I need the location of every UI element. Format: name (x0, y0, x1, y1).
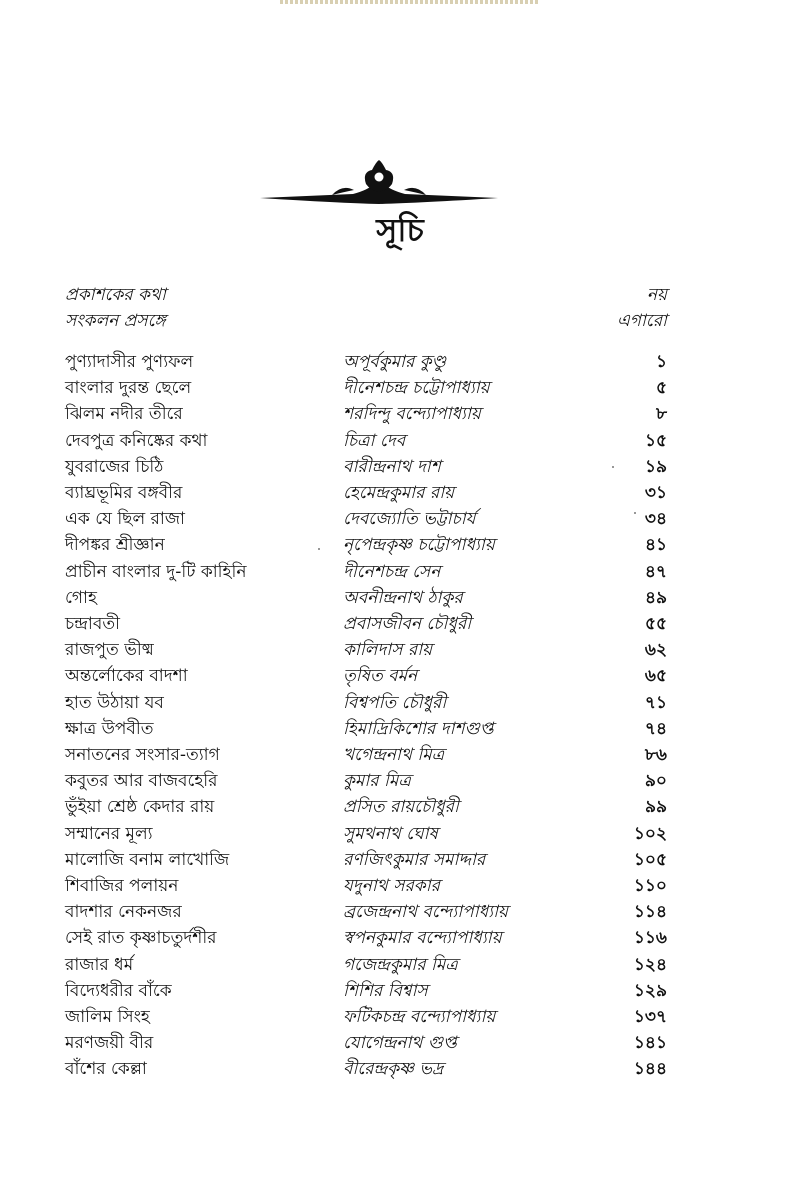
page-title: সূচি (376, 211, 424, 249)
toc-entry (0, 506, 800, 532)
page-number: ৮ (655, 404, 667, 425)
entry-title: চন্দ্রাবতী (65, 614, 120, 634)
page-number: ১২৯ (633, 980, 667, 1001)
entry-author: প্রসিত রায়চৌধুরী (343, 797, 459, 818)
page-number: ৪৯ (644, 587, 667, 608)
entry-author: নৃপেন্দ্রকৃষ্ণ চট্টোপাধ্যায় (343, 535, 495, 556)
front-matter-row (0, 308, 800, 334)
page-number: ১৩৭ (633, 1007, 667, 1027)
page-number: ৩৪ (644, 509, 667, 530)
entry-title: বাদশার নেকনজর (65, 902, 182, 923)
entry-author: অপূর্বকুমার কুণ্ডু (343, 352, 447, 372)
entry-author: তৃষিত বর্মন (343, 666, 418, 687)
toc-entry (0, 794, 800, 820)
toc-entry (0, 978, 800, 1004)
page-number: ১৪১ (633, 1033, 667, 1054)
page-number: ১১৬ (633, 928, 667, 949)
entry-title: শিবাজির পলায়ন (65, 876, 179, 896)
entry-title: মরণজয়ী বীর (65, 1033, 154, 1054)
page-number: ১০৫ (633, 849, 667, 870)
entry-title: প্রকাশকের কথা (65, 285, 166, 305)
entry-author: গজেন্দ্রকুমার মিত্র (343, 954, 458, 975)
toc-entry (0, 952, 800, 978)
page-number: নয় (646, 285, 667, 305)
entry-author: ব্রজেন্দ্রনাথ বন্দ্যোপাধ্যায় (343, 902, 509, 923)
toc-entry (0, 585, 800, 611)
entry-author: ফটিকচন্দ্র বন্দ্যোপাধ্যায় (343, 1007, 496, 1027)
entry-title: দীপঙ্কর শ্রীজ্ঞান (65, 535, 165, 556)
entry-author: স্বপনকুমার বন্দ্যোপাধ্যায় (343, 928, 502, 949)
toc-entry (0, 401, 800, 427)
toc-entry (0, 847, 800, 873)
toc-entry (0, 1004, 800, 1030)
entry-author: হেমেন্দ্রকুমার রায় (343, 483, 455, 503)
toc-entry (0, 663, 800, 689)
toc-entry (0, 716, 800, 742)
page-number: ১৪৪ (633, 1059, 667, 1080)
toc-entry (0, 349, 800, 375)
entry-title: কবুতর আর বাজবহেরি (65, 771, 218, 792)
entry-title: ভুঁইয়া শ্রেষ্ঠ কেদার রায় (65, 797, 215, 818)
page-number: ৭৪ (644, 718, 667, 739)
page-number: ৯৯ (644, 797, 667, 818)
entry-title: রাজপুত ভীষ্ম (65, 640, 154, 661)
entry-title: অন্তর্লোকের বাদশা (65, 666, 188, 687)
page-number: ১০২ (633, 823, 667, 844)
page-number: ১৯ (644, 456, 667, 477)
entry-title: ঝিলম নদীর তীরে (65, 404, 183, 425)
page-number: ৪৭ (644, 561, 667, 582)
toc-entry (0, 899, 800, 925)
entry-title: গোহ (65, 587, 97, 608)
entry-author: বীরেন্দ্রকৃষ্ণ ভদ্র (343, 1059, 444, 1080)
toc-entry (0, 611, 800, 637)
entry-title: যুবরাজের চিঠি (65, 456, 164, 477)
page-number: ১১০ (633, 876, 667, 896)
page-number: ৬৫ (644, 666, 667, 687)
entry-author: বিশ্বপতি চৌধুরী (343, 692, 447, 713)
entry-author: যোগেন্দ্রনাথ গুপ্ত (343, 1033, 457, 1054)
toc-entry (0, 768, 800, 794)
entry-title: সংকলন প্রসঙ্গে (65, 311, 166, 331)
entry-title: সেই রাত কৃষ্ণাচতুর্দশীর (65, 928, 217, 949)
entry-title: এক যে ছিল রাজা (65, 509, 185, 530)
speck (318, 548, 320, 550)
entry-title: ক্ষাত্র উপবীত (65, 718, 154, 739)
entry-title: রাজার ধর্ম (65, 954, 134, 975)
entry-author: শিশির বিশ্বাস (343, 980, 428, 1001)
toc-entry (0, 690, 800, 716)
entry-author: রণজিৎকুমার সমাদ্দার (343, 849, 486, 870)
entry-title: সনাতনের সংসার-ত্যাগ (65, 745, 220, 765)
toc-entry (0, 1030, 800, 1056)
entry-author: দীনেশচন্দ্র সেন (343, 561, 441, 582)
toc-entry (0, 873, 800, 899)
entry-author: দীনেশচন্দ্র চট্টোপাধ্যায় (343, 378, 490, 399)
entry-title: পুণ্যাদাসীর পুণ্যফল (65, 352, 194, 372)
entry-author: চিত্রা দেব (343, 430, 406, 451)
page-number: ৫৫ (644, 614, 667, 634)
page-number: ৭১ (644, 692, 667, 713)
toc-entry (0, 637, 800, 663)
entry-author: শরদিন্দু বন্দ্যোপাধ্যায় (343, 404, 481, 425)
entry-title: সম্মানের মূল্য (65, 823, 153, 844)
entry-author: প্রবাসজীবন চৌধুরী (343, 614, 472, 634)
toc-entry (0, 454, 800, 480)
entry-title: বাংলার দুরন্ত ছেলে (65, 378, 192, 399)
toc-entry (0, 925, 800, 951)
toc-entry (0, 742, 800, 768)
entry-author: অবনীন্দ্রনাথ ঠাকুর (343, 587, 463, 608)
entry-author: হিমাদ্রিকিশোর দাশগুপ্ত (343, 718, 494, 739)
toc-entry (0, 559, 800, 585)
front-matter-row (0, 282, 800, 308)
entry-author: কালিদাস রায় (343, 640, 433, 661)
page-number: ১২৪ (633, 954, 667, 975)
toc-entry (0, 532, 800, 558)
page-number: ১৫ (644, 430, 667, 451)
entry-title: জালিম সিংহ (65, 1007, 150, 1027)
toc-entry (0, 1056, 800, 1082)
entry-author: সুমথনাথ ঘোষ (343, 823, 438, 844)
entry-title: হাত উঠায়া যব (65, 692, 164, 713)
page-number: ৮৬ (644, 745, 667, 765)
entry-author: যদুনাথ সরকার (343, 876, 440, 896)
toc-entry (0, 428, 800, 454)
entry-title: বাঁশের কেল্লা (65, 1059, 147, 1080)
toc-entry (0, 821, 800, 847)
entry-author: দেবজ্যোতি ভট্টাচার্য (343, 509, 476, 530)
entry-title: দেবপুত্র কনিষ্কের কথা (65, 430, 208, 451)
entry-title: প্রাচীন বাংলার দু-টি কাহিনি (65, 561, 247, 582)
entry-title: ব্যাঘ্রভূমির বঙ্গবীর (65, 483, 183, 503)
entry-title: মালোজি বনাম লাখোজি (65, 849, 230, 870)
entry-author: কুমার মিত্র (343, 771, 411, 792)
page-number: ৩১ (644, 483, 667, 503)
speck (634, 512, 636, 514)
page-number: ৫ (655, 378, 667, 399)
page-number: ১১৪ (633, 902, 667, 923)
floral-divider-icon (258, 160, 500, 206)
entry-title: বিদ্যেধরীর বাঁকে (65, 980, 172, 1001)
toc-entry (0, 375, 800, 401)
toc-entry (0, 480, 800, 506)
speck (612, 466, 614, 468)
entry-author: বারীন্দ্রনাথ দাশ (343, 456, 441, 477)
page-number: ১ (655, 352, 667, 372)
page-number: ৯০ (644, 771, 667, 792)
page-number: ৬২ (644, 640, 667, 661)
page-top-edge (280, 0, 540, 4)
entry-author: খগেন্দ্রনাথ মিত্র (343, 745, 445, 765)
page-number: এগারো (616, 311, 667, 331)
page-number: ৪১ (644, 535, 667, 556)
